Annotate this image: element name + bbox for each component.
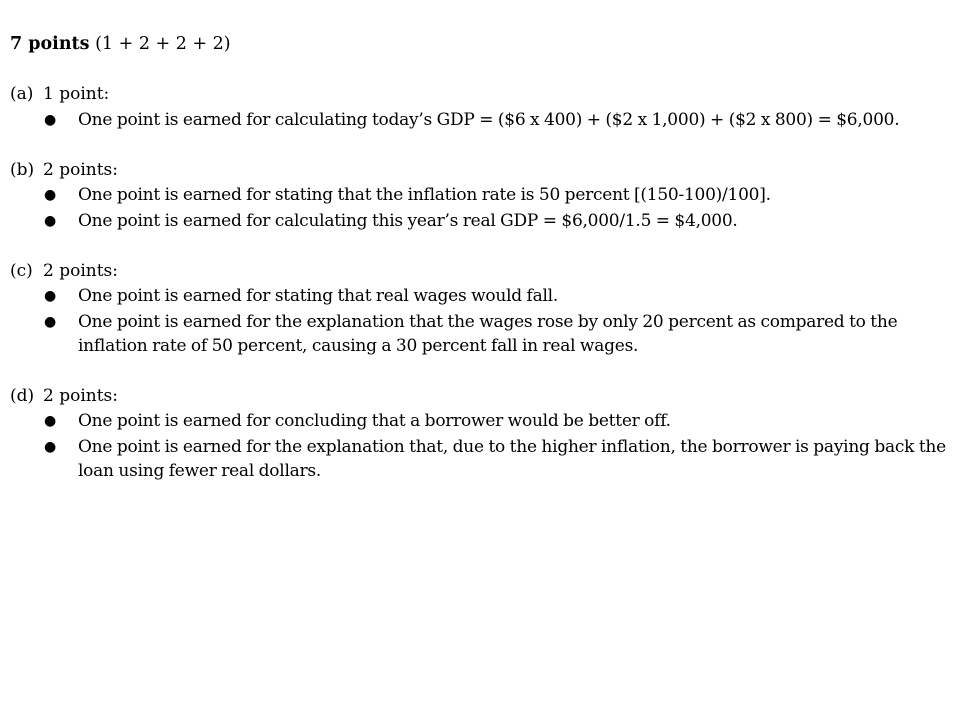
criterion-text: One point is earned for stating that real wages would fall. bbox=[78, 286, 559, 306]
part-points: 2 points: bbox=[43, 385, 119, 406]
part-points: 1 point: bbox=[43, 84, 110, 104]
part-heading bbox=[10, 259, 955, 283]
criteria-list bbox=[10, 284, 955, 358]
part-b bbox=[10, 158, 955, 233]
criterion-text: One point is earned for concluding that a borrower would be better off. bbox=[78, 411, 671, 431]
criterion-text: One point is earned for the explanation that the wages rose by only 20 percent as compared to the inflation rate of 50 percent, causing a 30 percent fall in real wages. bbox=[78, 311, 898, 356]
criterion-item bbox=[10, 284, 955, 308]
criterion-item bbox=[10, 183, 955, 207]
criteria-list bbox=[10, 108, 955, 132]
total-points-header bbox=[10, 32, 955, 56]
total-points-label: 7 points bbox=[10, 34, 90, 54]
criterion-text: One point is earned for the explanation that, due to the higher inflation, the borrower is paying back the loan using fewer real dollars. bbox=[78, 436, 946, 481]
part-a bbox=[10, 82, 955, 132]
part-letter: (b) bbox=[10, 159, 35, 180]
criterion-item bbox=[10, 209, 955, 233]
criteria-list bbox=[10, 183, 955, 233]
criterion-item bbox=[10, 108, 955, 132]
part-points: 2 points: bbox=[43, 260, 119, 281]
bullet-icon: ● bbox=[44, 438, 57, 455]
part-letter: (a) bbox=[10, 84, 34, 104]
criterion-text: One point is earned for stating that the inflation rate is 50 percent [(150-100)/100]. bbox=[78, 185, 771, 205]
bullet-icon: ● bbox=[44, 187, 57, 203]
part-heading bbox=[10, 82, 955, 106]
part-letter: (c) bbox=[10, 260, 33, 281]
criterion-text: One point is earned for calculating today’s GDP = ($6 x 400) + ($2 x 1,000) + ($2 x 800) = $6,000. bbox=[78, 109, 900, 130]
bullet-icon: ● bbox=[44, 212, 57, 229]
scoring-guide-document bbox=[10, 32, 955, 509]
bullet-icon: ● bbox=[44, 313, 57, 330]
criterion-item bbox=[10, 310, 955, 358]
points-breakdown: (1 + 2 + 2 + 2) bbox=[89, 34, 231, 54]
part-letter: (d) bbox=[10, 385, 35, 406]
part-c bbox=[10, 259, 955, 358]
criteria-list bbox=[10, 409, 955, 483]
part-heading bbox=[10, 158, 955, 182]
bullet-icon: ● bbox=[44, 288, 57, 304]
criterion-item bbox=[10, 435, 955, 483]
part-d bbox=[10, 384, 955, 483]
bullet-icon: ● bbox=[44, 413, 57, 429]
part-heading bbox=[10, 384, 955, 408]
part-points: 2 points: bbox=[43, 159, 119, 180]
criterion-text: One point is earned for calculating this year’s real GDP = $6,000/1.5 = $4,000. bbox=[78, 210, 738, 231]
bullet-icon: ● bbox=[44, 111, 57, 128]
criterion-item bbox=[10, 409, 955, 433]
